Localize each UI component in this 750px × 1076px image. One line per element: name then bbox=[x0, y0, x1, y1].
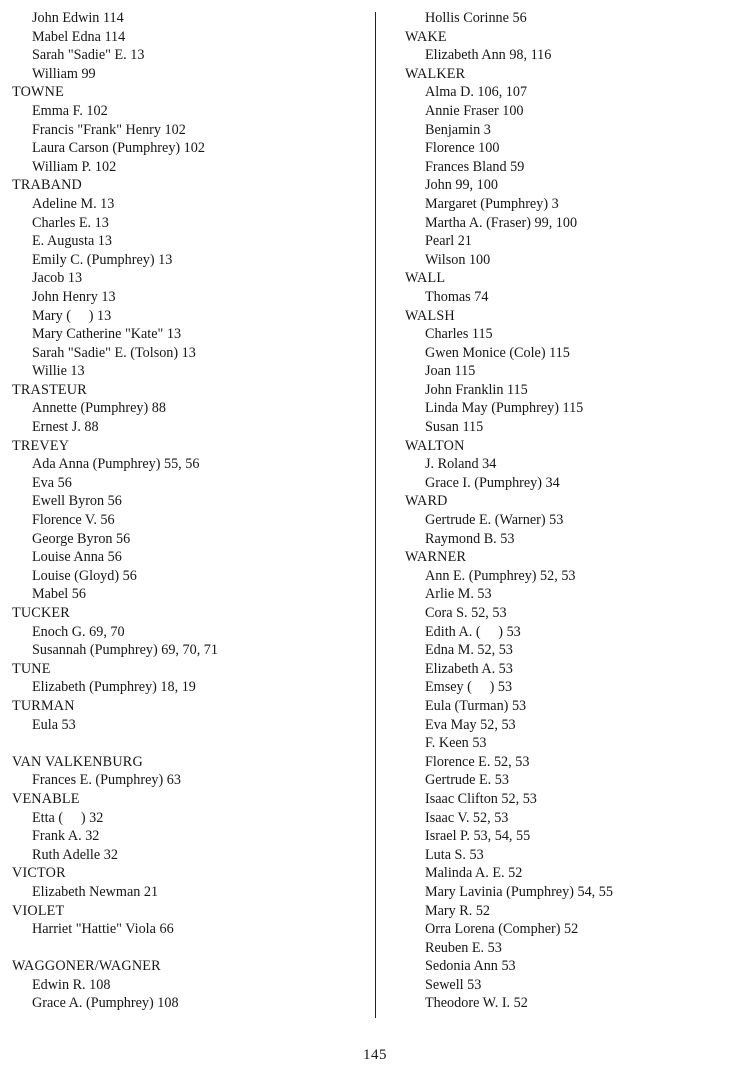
index-entry: Frank A. 32 bbox=[32, 828, 100, 845]
index-entry: Ruth Adelle 32 bbox=[32, 846, 118, 863]
index-entry: Sarah "Sadie" E. (Tolson) 13 bbox=[32, 344, 196, 361]
blank-line bbox=[12, 734, 367, 753]
index-column-right bbox=[405, 9, 745, 1013]
index-entry: Luta S. 53 bbox=[425, 846, 484, 863]
index-entry: Susannah (Pumphrey) 69, 70, 71 bbox=[32, 642, 218, 659]
index-entry: Mary Lavinia (Pumphrey) 54, 55 bbox=[425, 883, 613, 900]
index-entry: Eva 56 bbox=[32, 474, 72, 491]
index-entry: Edith A. ( ) 53 bbox=[425, 623, 521, 640]
index-entry: Linda May (Pumphrey) 115 bbox=[425, 400, 584, 417]
index-entry: Etta ( ) 32 bbox=[32, 809, 104, 826]
index-entry: Ernest J. 88 bbox=[32, 419, 99, 436]
surname-heading: TOWNE bbox=[12, 84, 64, 101]
index-entry: Benjamin 3 bbox=[425, 121, 491, 138]
index-entry: Gertrude E. (Warner) 53 bbox=[425, 512, 564, 529]
index-entry: Charles E. 13 bbox=[32, 214, 109, 231]
surname-heading: WALKER bbox=[405, 65, 466, 82]
index-entry: Edwin R. 108 bbox=[32, 976, 111, 993]
index-entry: Mary R. 52 bbox=[425, 902, 491, 919]
index-entry: Thomas 74 bbox=[425, 288, 489, 305]
index-entry: Willie 13 bbox=[32, 363, 85, 380]
index-entry: Mary Catherine "Kate" 13 bbox=[32, 326, 182, 343]
index-entry: Jacob 13 bbox=[32, 270, 83, 287]
surname-heading: TUNE bbox=[12, 660, 51, 677]
index-entry: Emily C. (Pumphrey) 13 bbox=[32, 251, 173, 268]
surname-heading: TURMAN bbox=[12, 697, 75, 714]
index-entry: John Henry 13 bbox=[32, 288, 116, 305]
page-number: 145 bbox=[363, 1047, 387, 1063]
index-entry: Louise Anna 56 bbox=[32, 549, 122, 566]
index-entry: John 99, 100 bbox=[425, 177, 498, 194]
blank-line bbox=[12, 939, 367, 958]
index-entry: Emma F. 102 bbox=[32, 102, 108, 119]
index-entry: E. Augusta 13 bbox=[32, 233, 112, 250]
index-entry: Grace I. (Pumphrey) 34 bbox=[425, 474, 560, 491]
index-entry: Florence E. 52, 53 bbox=[425, 753, 530, 770]
index-entry: Alma D. 106, 107 bbox=[425, 84, 528, 101]
index-entry: Sedonia Ann 53 bbox=[425, 958, 516, 975]
index-entry: Sewell 53 bbox=[425, 976, 482, 993]
surname-heading: WAGGONER/WAGNER bbox=[12, 958, 161, 975]
index-entry: Ann E. (Pumphrey) 52, 53 bbox=[425, 567, 576, 584]
column-divider bbox=[375, 12, 376, 1018]
index-entry: Martha A. (Fraser) 99, 100 bbox=[425, 214, 578, 231]
index-entry: Margaret (Pumphrey) 3 bbox=[425, 195, 559, 212]
index-entry: Sarah "Sadie" E. 13 bbox=[32, 47, 145, 64]
index-entry: Frances Bland 59 bbox=[425, 158, 525, 175]
surname-heading: VAN VALKENBURG bbox=[12, 753, 143, 770]
index-entry: Malinda A. E. 52 bbox=[425, 865, 523, 882]
index-entry: Ewell Byron 56 bbox=[32, 493, 122, 510]
index-entry: Charles 115 bbox=[425, 326, 493, 343]
surname-heading: WALL bbox=[405, 270, 446, 287]
index-entry: Mary ( ) 13 bbox=[32, 307, 112, 324]
surname-heading: WARD bbox=[405, 493, 448, 510]
index-entry: Laura Carson (Pumphrey) 102 bbox=[32, 140, 205, 157]
surname-heading: TREVEY bbox=[12, 437, 70, 454]
index-entry: Francis "Frank" Henry 102 bbox=[32, 121, 186, 138]
index-entry: Arlie M. 53 bbox=[425, 586, 492, 603]
index-entry: Florence 100 bbox=[425, 140, 500, 157]
index-entry: Annette (Pumphrey) 88 bbox=[32, 400, 166, 417]
index-entry: Grace A. (Pumphrey) 108 bbox=[32, 995, 179, 1012]
index-entry: Edna M. 52, 53 bbox=[425, 642, 513, 659]
surname-heading: VICTOR bbox=[12, 865, 66, 882]
index-column-left bbox=[12, 9, 367, 1013]
surname-heading: WARNER bbox=[405, 549, 467, 566]
index-entry: Annie Fraser 100 bbox=[425, 102, 524, 119]
surname-heading: TUCKER bbox=[12, 605, 70, 621]
index-entry: Florence V. 56 bbox=[32, 512, 115, 529]
index-entry: Mabel 56 bbox=[32, 586, 86, 603]
index-entry: Elizabeth Newman 21 bbox=[32, 883, 159, 900]
index-entry: Susan 115 bbox=[425, 419, 484, 436]
index-entry: J. Roland 34 bbox=[425, 456, 497, 473]
index-entry: Cora S. 52, 53 bbox=[425, 605, 507, 621]
index-entry: Adeline M. 13 bbox=[32, 195, 115, 212]
surname-heading: TRASTEUR bbox=[12, 381, 87, 398]
index-entry: Harriet "Hattie" Viola 66 bbox=[32, 921, 174, 938]
index-entry: Isaac V. 52, 53 bbox=[425, 809, 509, 826]
index-entry: Raymond B. 53 bbox=[425, 530, 515, 547]
index-entry: Israel P. 53, 54, 55 bbox=[425, 828, 531, 845]
index-entry: Eula 53 bbox=[32, 716, 76, 733]
index-entry: Gwen Monice (Cole) 115 bbox=[425, 344, 570, 361]
index-entry: Eva May 52, 53 bbox=[425, 716, 516, 733]
surname-heading: WALTON bbox=[405, 437, 465, 454]
index-entry: Elizabeth Ann 98, 116 bbox=[425, 47, 552, 64]
index-entry: Wilson 100 bbox=[425, 251, 491, 268]
surname-heading: VENABLE bbox=[12, 790, 80, 807]
index-entry: John Franklin 115 bbox=[425, 381, 528, 398]
index-entry: George Byron 56 bbox=[32, 530, 131, 547]
index-entry: Isaac Clifton 52, 53 bbox=[425, 790, 537, 807]
index-entry: John Edwin 114 bbox=[32, 10, 124, 26]
index-entry: Pearl 21 bbox=[425, 233, 472, 250]
index-entry: Reuben E. 53 bbox=[425, 939, 502, 956]
index-entry: William 99 bbox=[32, 65, 96, 82]
index-entry: Ada Anna (Pumphrey) 55, 56 bbox=[32, 456, 200, 473]
index-entry: William P. 102 bbox=[32, 158, 117, 175]
index-entry: Frances E. (Pumphrey) 63 bbox=[32, 772, 181, 789]
surname-heading: VIOLET bbox=[12, 902, 65, 919]
surname-heading: TRABAND bbox=[12, 177, 82, 194]
index-entry: Enoch G. 69, 70 bbox=[32, 623, 125, 640]
surname-heading: WAKE bbox=[405, 28, 447, 45]
surname-heading: WALSH bbox=[405, 307, 455, 324]
index-entry: Gertrude E. 53 bbox=[425, 772, 509, 789]
index-entry: Orra Lorena (Compher) 52 bbox=[425, 921, 579, 938]
index-entry: Elizabeth A. 53 bbox=[425, 660, 513, 677]
index-entry: Theodore W. I. 52 bbox=[425, 995, 528, 1012]
index-entry: Hollis Corinne 56 bbox=[425, 10, 527, 26]
index-entry: Mabel Edna 114 bbox=[32, 28, 126, 45]
index-entry: Elizabeth (Pumphrey) 18, 19 bbox=[32, 679, 196, 696]
index-entry: Louise (Gloyd) 56 bbox=[32, 567, 137, 584]
index-entry: Emsey ( ) 53 bbox=[425, 679, 513, 696]
index-entry: F. Keen 53 bbox=[425, 735, 487, 752]
index-entry: Eula (Turman) 53 bbox=[425, 697, 527, 714]
index-entry: Joan 115 bbox=[425, 363, 476, 380]
